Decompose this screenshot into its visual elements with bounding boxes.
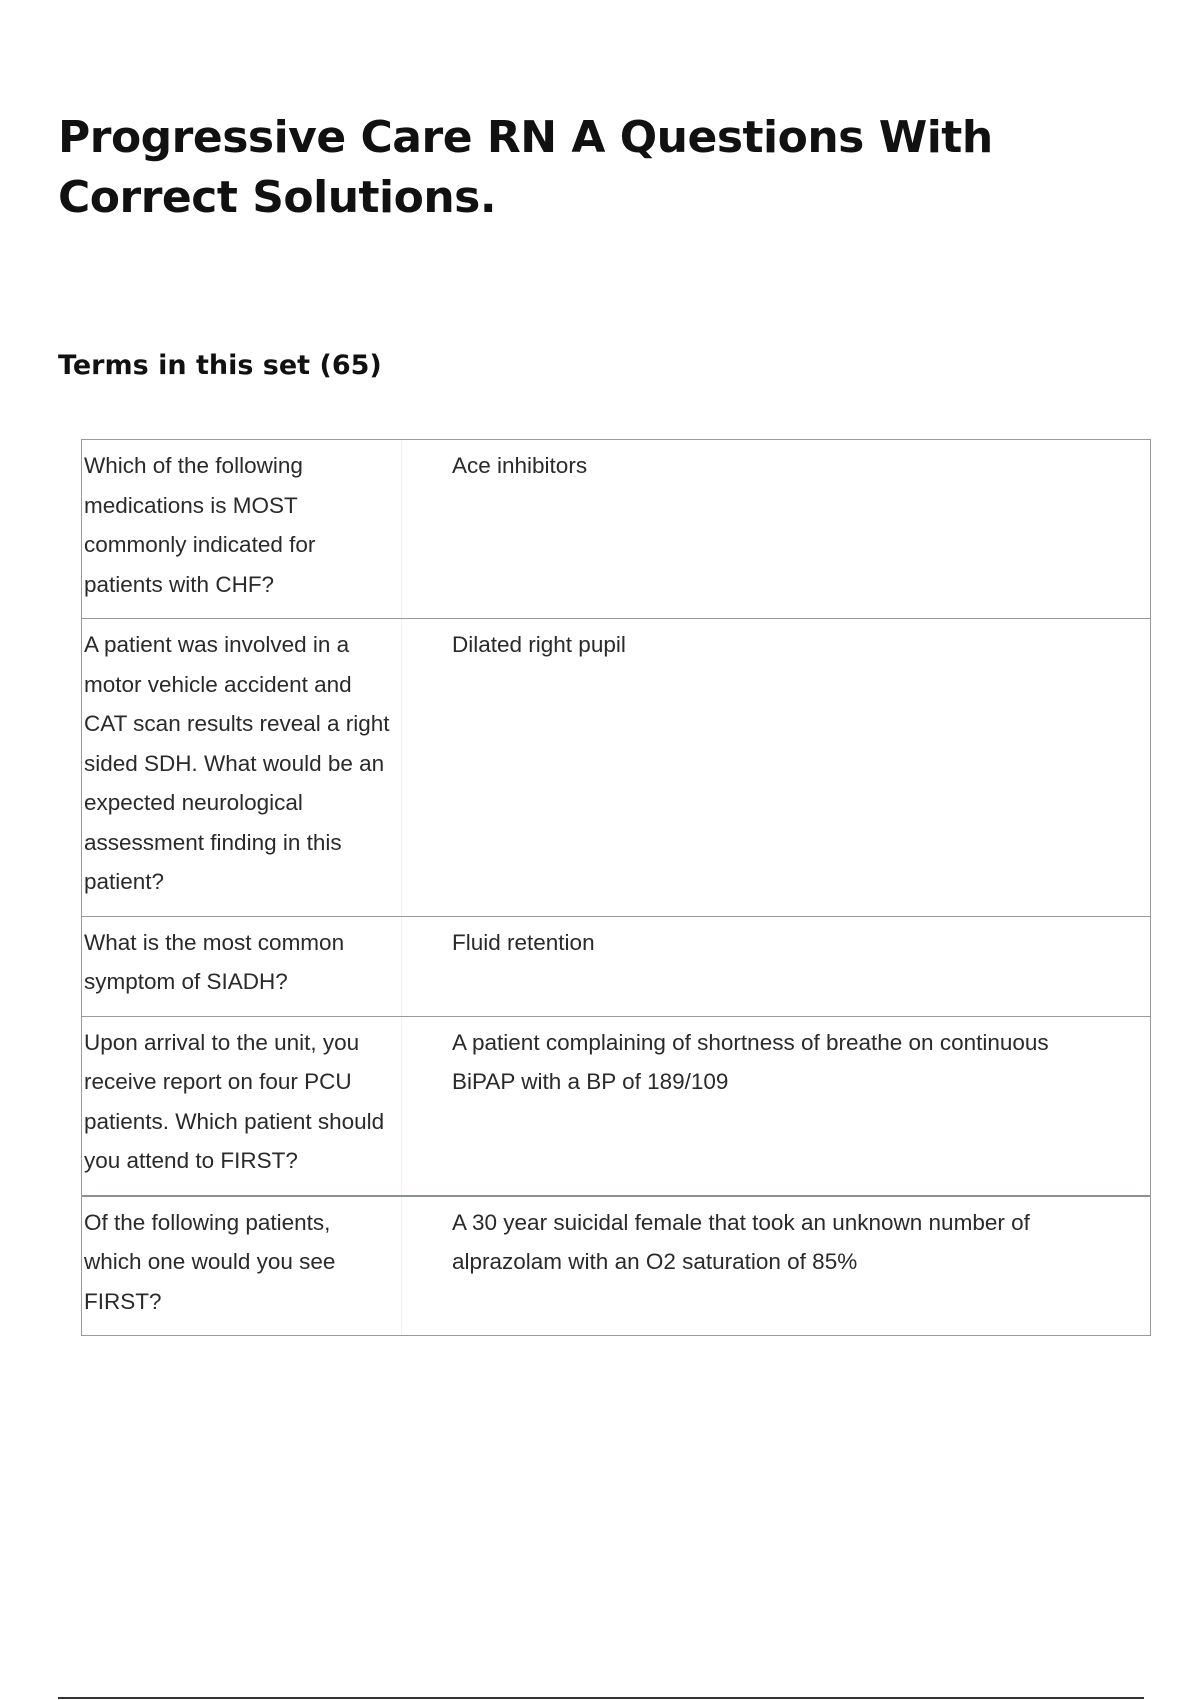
terms-table — [81, 439, 1151, 1336]
term-row — [82, 1016, 1150, 1195]
term-question: What is the most common symptom of SIADH? — [82, 917, 402, 1016]
footer-divider — [58, 1697, 1144, 1699]
term-answer: Ace inhibitors — [452, 453, 588, 478]
term-row — [82, 618, 1150, 916]
term-row — [82, 916, 1150, 1016]
term-answer: A 30 year suicidal female that took an unknown number of alprazolam with an O2 saturation of 85% — [452, 1209, 1030, 1274]
term-question: Which of the following medications is MOST commonly indicated for patients with CHF? — [82, 440, 402, 618]
term-answer: Dilated right pupil — [452, 632, 626, 657]
term-row — [82, 1195, 1150, 1336]
term-answer: A patient complaining of shortness of breathe on continuous BiPAP with a BP of 189/109 — [452, 1029, 1049, 1094]
term-question: Upon arrival to the unit, you receive report on four PCU patients. Which patient should you attend to FIRST? — [82, 1017, 402, 1195]
term-row — [82, 440, 1150, 618]
page-title: Progressive Care RN A Questions With Correct Solutions. — [58, 112, 993, 223]
term-answer: Fluid retention — [452, 929, 595, 955]
term-question: A patient was involved in a motor vehicle accident and CAT scan results reveal a right sided SDH. What would be an expected neurological assessment finding in this patient? — [82, 619, 402, 916]
terms-count-heading: Terms in this set (65) — [58, 350, 382, 381]
term-question: Of the following patients, which one would you see FIRST? — [82, 1197, 402, 1336]
